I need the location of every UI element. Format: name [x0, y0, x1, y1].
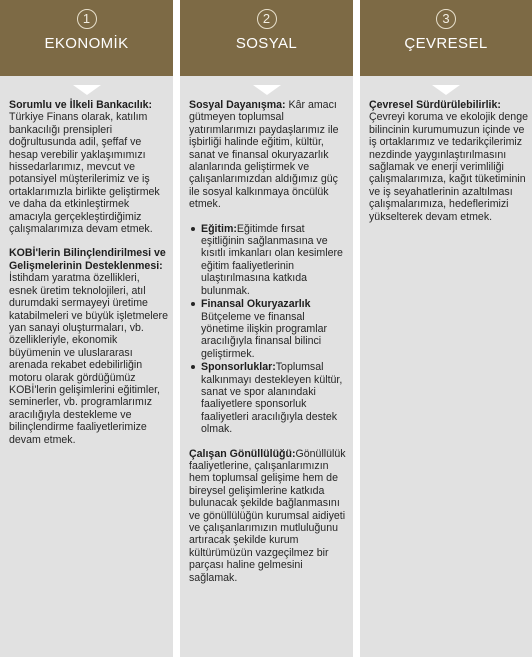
section-sme-support: [9, 247, 169, 446]
column-title: SOSYAL: [235, 35, 298, 52]
section-heading: Sosyal Dayanışma:: [189, 99, 286, 111]
bullet-heading: Sponsorluklar:: [201, 361, 276, 374]
column-header: [0, 0, 173, 76]
bullet-heading: Eğitim:: [201, 222, 237, 235]
down-arrow-icon: [253, 85, 281, 95]
bullet-financial-literacy: [189, 298, 349, 360]
section-text: İstihdam yaratma özellikleri, esnek üretim teknolojileri, atıl durumdaki sermayeyi üretime katabilmeleri ve büyük işletmelere yan sanayi oluşturmaları, vb. özellikleriyle, ekonomik büyümenin ve uluslararası arenada rekabet edebilirliğin motoru olarak gördüğümüz KOBİ'lerin gelişimlerini eğitimler, seminerler, vb. programlarımız aracılığıyla destekleme ve bilinçlendirme faaliyetlerimize devam etmek.: [9, 272, 168, 446]
section-heading: Çevresel Sürdürülebilirlik:: [369, 99, 501, 111]
number-badge: 1: [77, 9, 97, 29]
section-social-solidarity: [189, 99, 349, 211]
column-content: [9, 99, 169, 458]
section-text: Kâr amacı gütmeyen toplumsal yatırımlarımızı paydaşlarımız ile işbirliği halinde eğitim, kültür, sanat ve finansal okuryazarlık alanlarında geliştirmek ve çalışanlarımızdan aldığımız güç ile sosyal kalkınmaya öncülük etmek.: [189, 99, 339, 211]
bullet-text: Bütçeleme ve finansal yönetime ilişkin programlar aracılığıyla finansal bilinci geliştirmek.: [201, 310, 327, 360]
section-text: Çevreyi koruma ve ekolojik denge bilincinin kurumumuzun içinde ve iş ortaklarımız ve tedarikçilerimiz nezdinde yaygınlaştırılmasını sağlamak ve enerji verimliliği çalışmalarımıza, kağıt tüketiminin ve iş seyahatlerinin azaltılması çalışmalarımıza, hedeflerimizi yükselterek devam etmek.: [369, 111, 528, 223]
column-title: EKONOMİK: [44, 35, 129, 52]
section-text: Türkiye Finans olarak, katılım bankacılığı prensipleri doğrultusunda adil, şeffaf ve hesap verebilir yaklaşımımızı hissedarlarımız, mevcut ve potansiyel müşterilerimiz ve iş ortaklarımızla birlikte geliştirmek ve daha da etkinleştirmek amacıyla gerçekleştirdiğimiz çalışmalarımıza devam etmek.: [9, 111, 160, 236]
section-heading: Sorumlu ve İlkeli Bankacılık:: [9, 99, 153, 111]
bullet-sponsorships: [189, 361, 349, 435]
column-header: [180, 0, 353, 76]
column-title: ÇEVRESEL: [404, 35, 488, 52]
number-badge: 3: [436, 9, 456, 29]
bullet-text: Toplumsal kalkınmayı destekleyen kültür, sanat ve spor alanındaki faaliyetlere sponsorluk faaliyetleri aracılığıyla destek olmak.: [201, 361, 343, 436]
section-heading: Çalışan Gönüllülüğü:: [189, 447, 296, 460]
bullet-text: Eğitimde fırsat eşitliğinin sağlanmasına ve kısıtlı imkanları olan kesimlere eğitim faaliyetlerinin ulaştırılmasına katkıda bulunmak.: [201, 222, 343, 297]
down-arrow-icon: [432, 85, 460, 95]
column-social: [180, 0, 353, 584]
bullet-list: [189, 223, 349, 436]
column-environmental: [360, 0, 532, 223]
section-responsible-banking: [9, 99, 169, 235]
section-heading: KOBİ'lerin Bilinçlendirilmesi ve Gelişmelerinin Desteklenmesi:: [9, 247, 166, 272]
section-text: Gönüllülük faaliyetlerine, çalışanlarımızın hem toplumsal gelişime hem de bireysel gelişimlerine katkıda bulunacak şekilde bağlanmasını ve gönüllülüğün kurumsal aidiyeti ve çalışanlarımızın mutluluğunu artıracak şekilde kurum kültürümüzün vazgeçilmez bir parçası haline gelmesini sağlamak.: [189, 447, 346, 584]
column-content: [369, 99, 528, 235]
column-content: [189, 99, 349, 596]
bullet-heading: Finansal Okuryazarlık: [201, 298, 311, 311]
section-employee-volunteering: [189, 448, 349, 584]
down-arrow-icon: [73, 85, 101, 95]
bullet-education: [189, 223, 349, 297]
column-header: [360, 0, 532, 76]
section-environmental-sustainability: [369, 99, 528, 223]
number-badge: 2: [257, 9, 277, 29]
column-economic: [0, 0, 173, 446]
